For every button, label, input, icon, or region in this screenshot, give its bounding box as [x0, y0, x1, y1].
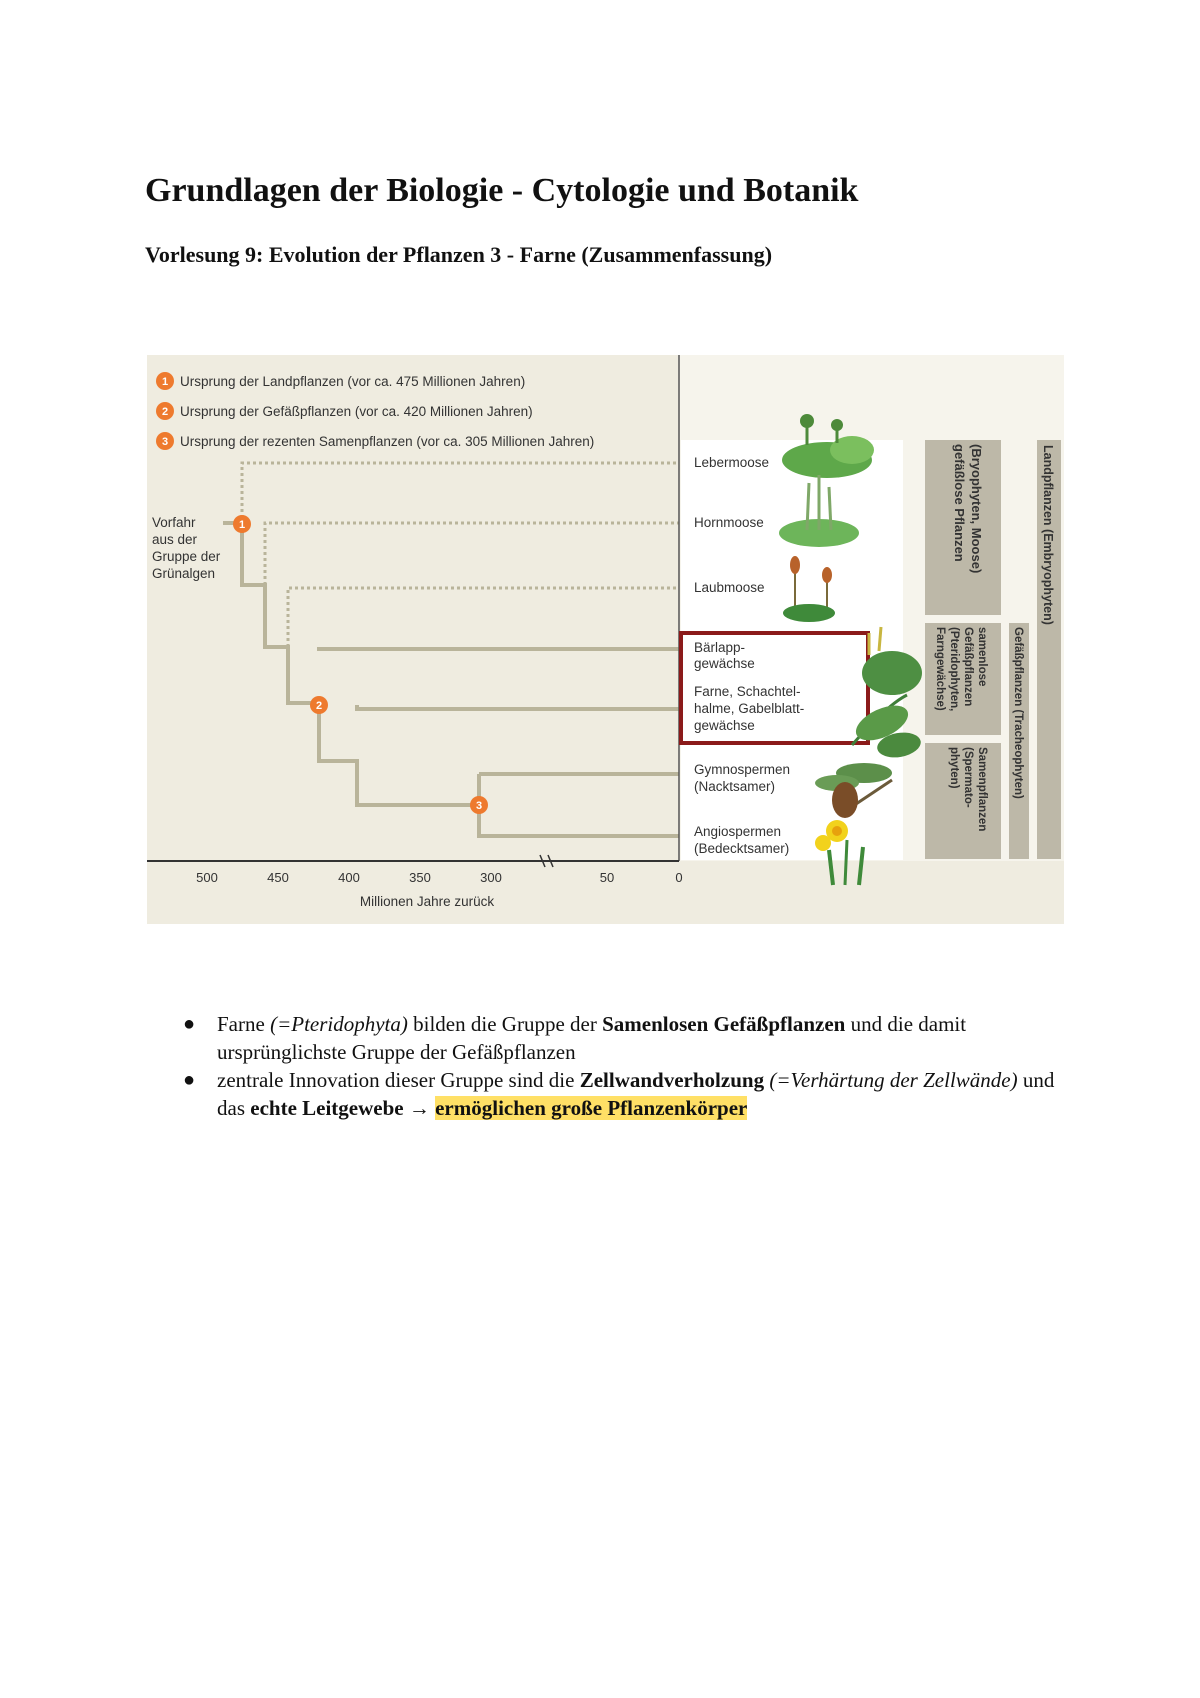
legend-number-1: 1: [161, 376, 169, 388]
summary-list: [175, 1010, 1055, 1122]
taxon-gymnospermen-line-1: Gymnospermen: [694, 762, 791, 777]
text-run: zentrale Innovation dieser Gruppe sind die: [217, 1068, 580, 1092]
node-number-3: 3: [475, 800, 483, 812]
taxon-baerlapp-line-1: Bärlapp-: [694, 640, 746, 655]
bullet-text: [217, 1012, 966, 1064]
legend-text-3: Ursprung der rezenten Samenpflanzen (vor ca. 305 Millionen Jahren): [180, 434, 595, 449]
phylogeny-figure: [147, 355, 1064, 924]
axis-tick-450: 450: [267, 870, 289, 885]
bullet-icon: ●: [183, 1069, 196, 1091]
text-run: →: [403, 1096, 436, 1120]
group-seedless-line-1: samenlose: [976, 627, 988, 687]
group-seed-line-1: Samenpflanzen: [976, 747, 988, 832]
group-seedless-line-2: Gefäßpflanzen: [962, 627, 974, 707]
group-bars: [925, 440, 1061, 859]
axis-tick-400: 400: [338, 870, 360, 885]
text-run: bilden die Gruppe der: [407, 1012, 603, 1036]
node-number-1: 1: [238, 519, 246, 531]
legend-text-1: Ursprung der Landpflanzen (vor ca. 475 Millionen Jahren): [180, 374, 526, 389]
axis-tick-0: 0: [675, 870, 683, 885]
ancestor-line-4: Grünalgen: [152, 566, 216, 581]
legend-text-2: Ursprung der Gefäßpflanzen (vor ca. 420 Millionen Jahren): [180, 404, 533, 419]
group-tracheophytes: Gefäßpflanzen (Tracheophyten): [1012, 627, 1024, 799]
axis-tick-300: 300: [480, 870, 502, 885]
bold-phrase: Zellwandverholzung: [579, 1068, 765, 1092]
branch-baerlapp: [319, 647, 679, 649]
bold-phrase: echte Leitgewebe: [250, 1096, 404, 1120]
taxon-gymnospermen-line-2: (Nacktsamer): [694, 779, 776, 794]
taxon-angiospermen-line-2: (Bedecktsamer): [694, 841, 790, 856]
taxon-angiospermen-line-1: Angiospermen: [694, 824, 782, 839]
text-run: Farne: [217, 1012, 271, 1036]
legend-number-2: 2: [161, 406, 169, 418]
bullet-icon: ●: [183, 1013, 196, 1035]
axis-tick-350: 350: [409, 870, 431, 885]
taxon-lebermoose: Lebermoose: [694, 455, 770, 470]
page-title: Grundlagen der Biologie - Cytologie und Botanik: [145, 172, 859, 209]
page-subtitle: Vorlesung 9: Evolution der Pflanzen 3 - Farne (Zusammenfassung): [145, 242, 773, 267]
taxon-hornmoose: Hornmoose: [694, 515, 764, 530]
list-item: [175, 1066, 1055, 1122]
taxon-baerlapp-line-2: gewächse: [694, 656, 755, 671]
highlighted-phrase: ermöglichen große Pflanzenkörper: [435, 1096, 748, 1120]
bold-phrase: Samenlosen Gefäßpflanzen: [602, 1012, 846, 1036]
italic-phrase: (=Verhärtung der Zellwände): [769, 1068, 1018, 1092]
taxon-farne-line-1: Farne, Schachtel-: [694, 684, 801, 699]
group-seedless-line-4: Farngewächse): [934, 627, 946, 711]
node-number-2: 2: [315, 700, 323, 712]
taxon-farne-line-3: gewächse: [694, 718, 755, 733]
text-run: und die damit ursprünglichste Gruppe der Gefäßpflanzen: [217, 1012, 967, 1064]
bullet-text: [217, 1068, 1054, 1120]
group-bryophytes-line-1: gefäßlose Pflanzen: [952, 444, 967, 562]
axis-tick-50: 50: [599, 870, 615, 885]
phylogeny-diagram: [147, 355, 1064, 924]
ancestor-line-3: Gruppe der: [152, 549, 221, 564]
group-embryophytes: Landpflanzen (Embryophyten): [1041, 445, 1055, 625]
axis-label: Millionen Jahre zurück: [359, 894, 495, 909]
group-bryophytes-line-2: (Bryophyten, Moose): [969, 444, 984, 574]
ancestor-line-2: aus der: [152, 532, 198, 547]
list-item: [175, 1010, 1055, 1066]
ancestor-line-1: Vorfahr: [152, 515, 196, 530]
group-seed-line-3: phyten): [948, 747, 960, 789]
group-seedless-line-3: (Pteridophyten,: [948, 627, 960, 712]
italic-phrase: (=Pteridophyta): [270, 1012, 408, 1036]
taxon-laubmoose: Laubmoose: [694, 580, 765, 595]
axis-tick-500: 500: [196, 870, 218, 885]
taxon-farne-line-2: halme, Gabelblatt-: [694, 701, 805, 716]
group-seed-line-2: (Spermato-: [962, 747, 974, 808]
legend-number-3: 3: [161, 436, 169, 448]
text-run: und das: [217, 1068, 1055, 1120]
